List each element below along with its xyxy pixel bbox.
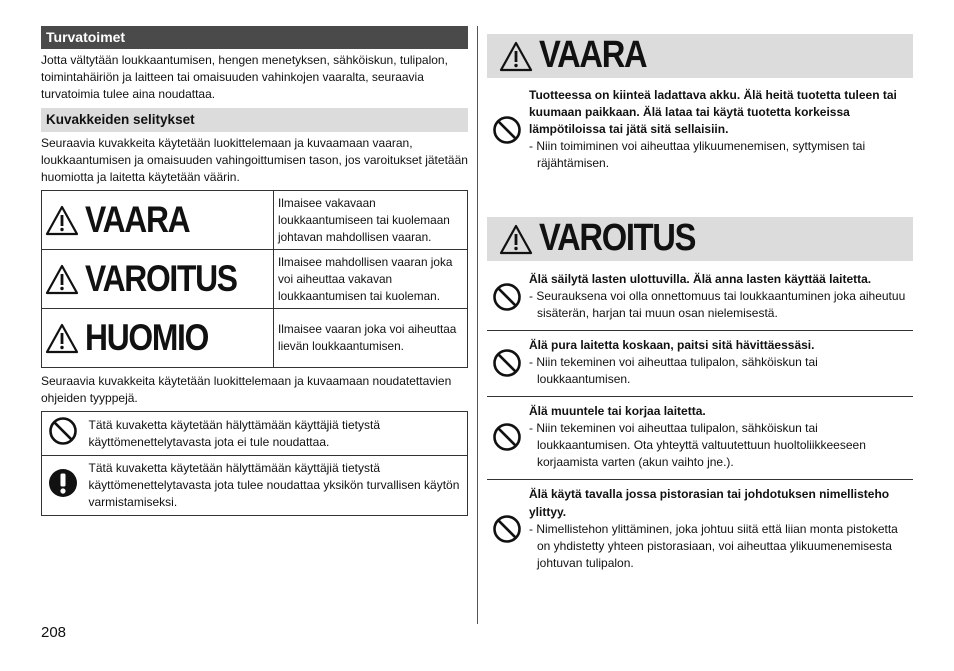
warning-triangle-icon	[45, 323, 79, 354]
left-column	[41, 26, 468, 516]
item-heading: Tuotteessa on kiinteä ladattava akku. Älä heitä tuotetta tuleen tai kuumaan paikkaan. Älä lataa tai käytä tuotetta korkeissa lämpötiloissa tai jätä sitä sellaisiin.	[529, 88, 897, 137]
symbols-intro-text: Seuraavia kuvakkeita käytetään luokittelemaan ja kuvaamaan noudatettavien ohjeiden tyyppejä.	[41, 374, 452, 406]
symbol-row-prohibition	[42, 412, 468, 456]
intro-text: Jotta vältytään loukkaantumisen, hengen menetyksen, sähköiskun, tulipalon, toimintahäiriön ja laitteen tai omaisuuden vahinkojen vaaralta, seuraavia turvatoimia tulee aina noudattaa.	[41, 53, 448, 102]
prohibition-icon	[492, 348, 522, 378]
vaara-band	[487, 34, 913, 78]
item-detail: - Seurauksena voi olla onnettomuus tai loukkaantuminen joka aiheutuu sisäterän, harjan tai muun osan nielemisestä.	[529, 289, 906, 321]
signal-desc: Ilmaisee vaaran joka voi aiheuttaa lievän loukkaantumisen.	[274, 309, 468, 368]
symbol-row-mandatory	[42, 456, 468, 516]
section-title: Turvatoimet	[41, 26, 468, 49]
varoitus-item	[487, 261, 913, 331]
prohibition-icon	[492, 514, 522, 544]
item-heading: Älä muuntele tai korjaa laitetta.	[529, 404, 706, 419]
vaara-heading: VAARA	[539, 34, 647, 77]
signal-row-vaara	[42, 191, 468, 250]
vaara-item	[487, 78, 913, 180]
varoitus-band	[487, 217, 913, 261]
item-detail: - Niin tekeminen voi aiheuttaa tulipalon, sähköiskun tai loukkaantumisen. Ota yhteyttä valtuutettuun huoltoliikkeeseen korjaamista varten (akun vaihto jne.).	[529, 421, 866, 470]
item-detail: - Niin tekeminen voi aiheuttaa tulipalon, sähköiskun tai loukkaantumisen.	[529, 355, 818, 387]
mandatory-icon	[48, 468, 78, 498]
item-detail: - Nimellistehon ylittäminen, joka johtuu siitä että liian monta pistoketta on yhdistetty yhteen pistorasiaan, voi aiheuttaa ylikuumenemisesta johtuvan tulipalon.	[529, 521, 898, 570]
column-divider	[477, 26, 478, 624]
prohibition-icon	[492, 115, 522, 145]
warning-triangle-icon	[45, 264, 79, 295]
varoitus-item	[487, 397, 913, 480]
right-column	[487, 34, 913, 580]
signal-desc: Ilmaisee mahdollisen vaaran joka voi aiheuttaa vakavan loukkaantumisen tai kuoleman.	[274, 250, 468, 309]
symbol-desc: Tätä kuvaketta käytetään hälyttämään käyttäjiä tietystä käyttömenettelytavasta jota tulee noudattaa yksikön turvallisen käytön varmistamiseksi.	[84, 456, 468, 516]
warning-triangle-icon	[499, 224, 533, 255]
item-heading: Älä säilytä lasten ulottuvilla. Älä anna lasten käyttää laitetta.	[529, 272, 872, 287]
prohibition-icon	[492, 422, 522, 452]
varoitus-heading: VAROITUS	[539, 217, 696, 260]
warning-triangle-icon	[499, 41, 533, 72]
item-heading: Älä pura laitetta koskaan, paitsi sitä hävittäessäsi.	[529, 338, 815, 353]
signal-desc: Ilmaisee vakavaan loukkaantumiseen tai kuolemaan johtavan mahdollisen vaaran.	[274, 191, 468, 250]
prohibition-icon	[492, 282, 522, 312]
symbol-table	[41, 411, 468, 516]
signal-row-huomio	[42, 309, 468, 368]
item-detail: - Niin toimiminen voi aiheuttaa ylikuumenemisen, syttymisen tai räjähtämisen.	[529, 139, 866, 171]
signal-row-varoitus	[42, 250, 468, 309]
signal-word: VAROITUS	[85, 257, 237, 299]
warning-triangle-icon	[45, 205, 79, 236]
symbol-desc: Tätä kuvaketta käytetään hälyttämään käyttäjiä tietystä käyttömenettelytavasta jota ei tule noudattaa.	[84, 412, 468, 456]
page-number: 208	[41, 624, 67, 641]
signal-word: VAARA	[85, 198, 190, 240]
subsection-title: Kuvakkeiden selitykset	[41, 108, 468, 132]
sub-intro-text: Seuraavia kuvakkeita käytetään luokittelemaan ja kuvaamaan vaaran, loukkaantumisen ja omaisuuden vahingoittumisen tason, jos varoitukset jätetään huomiotta ja laitetta käytetään väärin.	[41, 136, 468, 185]
varoitus-item	[487, 331, 913, 397]
item-heading: Älä käytä tavalla jossa pistorasian tai johdotuksen nimellisteho ylittyy.	[529, 487, 890, 519]
varoitus-item	[487, 480, 913, 579]
signal-word-table	[41, 190, 468, 368]
signal-word: HUOMIO	[85, 316, 209, 358]
prohibition-icon	[48, 416, 78, 446]
